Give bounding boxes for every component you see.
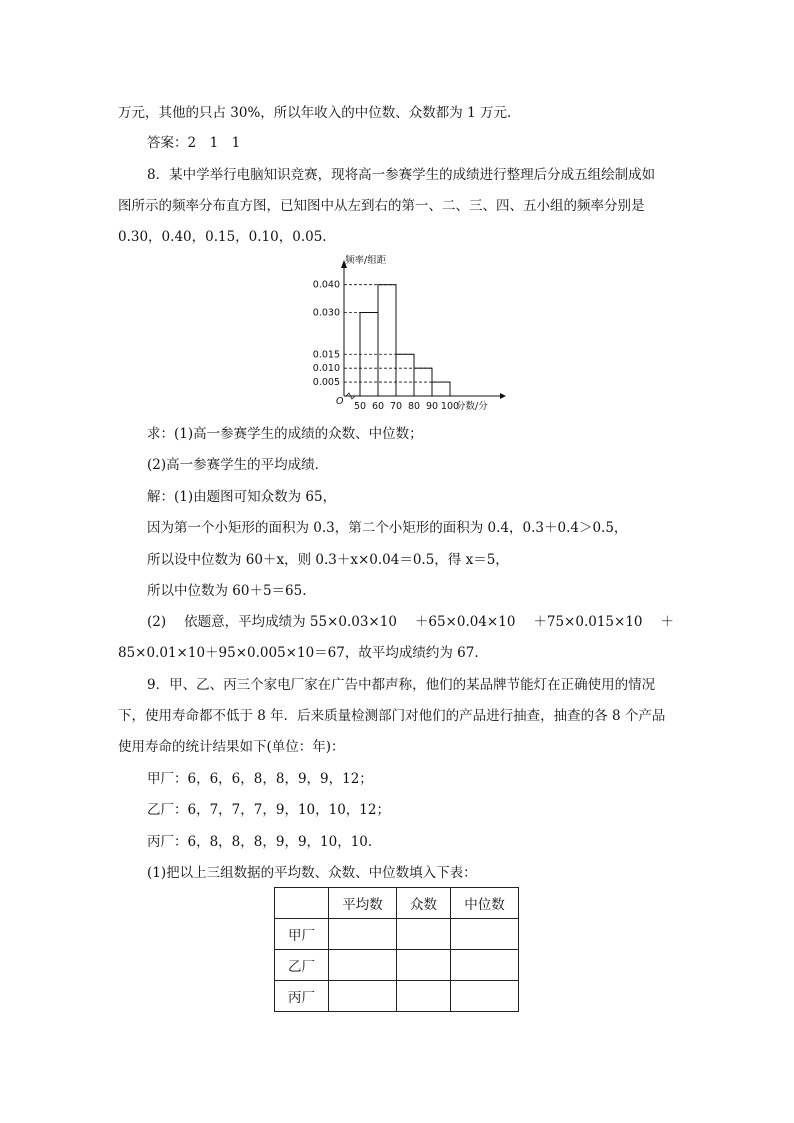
q9-line3: 使用寿命的统计结果如下(单位：年)： — [118, 739, 345, 755]
q8-solution-2: 因为第一个小矩形的面积为 0.3，第二个小矩形的面积为 0.4，0.3＋0.4＞0.5， — [147, 520, 628, 536]
table-cell — [397, 950, 451, 981]
x-tick-label: 100 — [440, 401, 460, 412]
q8-solution-1: 解：(1)由题图可知众数为 65， — [147, 489, 337, 505]
table-row — [275, 981, 519, 1012]
table-cell — [451, 919, 519, 950]
q8-solution-4: 所以中位数为 60＋5＝65. — [147, 583, 307, 599]
table-cell — [451, 981, 519, 1012]
q9-factory-yi: 乙厂：6，7，7，7，9，10，10，12； — [147, 802, 390, 818]
row-label: 甲厂 — [275, 919, 329, 950]
answer-7: 答案：2 1 1 — [147, 135, 241, 151]
table-cell — [329, 950, 397, 981]
y-tick-label: 0.005 — [312, 377, 340, 389]
q9-factory-bing: 丙厂：6，8，8，8，9，9，10，10. — [147, 834, 373, 850]
histogram-bar — [378, 285, 396, 396]
q8-line1: 8．某中学举行电脑知识竞赛，现将高一参赛学生的成绩进行整理后分成五组绘制成如 — [147, 167, 656, 183]
q8-ask1: 求：(1)高一参赛学生的成绩的众数、中位数； — [147, 426, 423, 442]
histogram-bar — [432, 382, 450, 396]
table-cell — [397, 981, 451, 1012]
table-cell — [329, 981, 397, 1012]
q9-task-1: (1)把以上三组数据的平均数、众数、中位数填入下表： — [147, 865, 477, 881]
q8-ask2: (2)高一参赛学生的平均成绩． — [147, 457, 329, 473]
q8-line2: 图所示的频率分布直方图，已知图中从左到右的第一、二、三、四、五小组的频率分别是 — [118, 198, 645, 214]
table-corner-cell — [275, 888, 329, 919]
histogram-bar — [396, 354, 414, 396]
table-cell — [329, 919, 397, 950]
x-tick-label: 70 — [389, 401, 403, 412]
table-cell — [397, 919, 451, 950]
origin-label: O — [336, 396, 344, 407]
q8-solution-5 — [147, 612, 674, 632]
q8-line3: 0.30，0.40，0.15，0.10，0.05. — [118, 229, 327, 245]
row-label: 乙厂 — [275, 950, 329, 981]
y-tick-label: 0.015 — [312, 349, 340, 361]
q8-solution-5-part: ＋ — [660, 614, 674, 630]
x-axis-arrow — [500, 393, 506, 399]
q9-line1: 9．甲、乙、丙三个家电厂家在广告中都声称，他们的某品牌节能灯在正确使用的情况 — [147, 677, 656, 693]
table-header-row — [275, 888, 519, 919]
y-tick-label: 0.030 — [312, 307, 340, 319]
x-tick-label: 60 — [371, 401, 385, 412]
x-tick-label: 50 — [353, 401, 367, 412]
x-axis-label: 分数/分 — [456, 401, 488, 412]
header-median: 中位数 — [451, 888, 519, 919]
table-row — [275, 950, 519, 981]
q9-factory-jia: 甲厂：6，6，6，8，8，9，9，12； — [147, 771, 373, 787]
q9-line2: 下，使用寿命都不低于 8 年．后来质量检测部门对他们的产品进行抽查，抽查的各 8 个产品 — [118, 708, 666, 724]
q8-solution-3: 所以设中位数为 60＋x，则 0.3＋x×0.04＝0.5，得 x＝5， — [147, 552, 509, 568]
x-tick-label: 80 — [407, 401, 421, 412]
y-tick-label: 0.040 — [312, 279, 340, 291]
y-tick-label: 0.010 — [312, 363, 340, 375]
header-mode: 众数 — [397, 888, 451, 919]
q8-solution-6: 85×0.01×10＋95×0.005×10＝67，故平均成绩约为 67. — [118, 645, 479, 661]
q8-solution-5-part: 依题意，平均成绩为 55×0.03×10 — [184, 614, 397, 630]
statistics-table — [274, 887, 519, 1012]
intro-line: 万元，其他的只占 30%，所以年收入的中位数、众数都为 1 万元． — [118, 105, 521, 121]
header-mean: 平均数 — [329, 888, 397, 919]
x-tick-label: 90 — [425, 401, 439, 412]
table-cell — [451, 950, 519, 981]
row-label: 丙厂 — [275, 981, 329, 1012]
y-axis-label: 频率/组距 — [345, 255, 387, 266]
q8-solution-5-part: (2) — [147, 614, 167, 630]
q8-solution-5-part: ＋75×0.015×10 — [533, 614, 643, 630]
frequency-histogram — [300, 254, 510, 416]
q8-solution-5-part: ＋65×0.04×10 — [414, 614, 516, 630]
table-row — [275, 919, 519, 950]
